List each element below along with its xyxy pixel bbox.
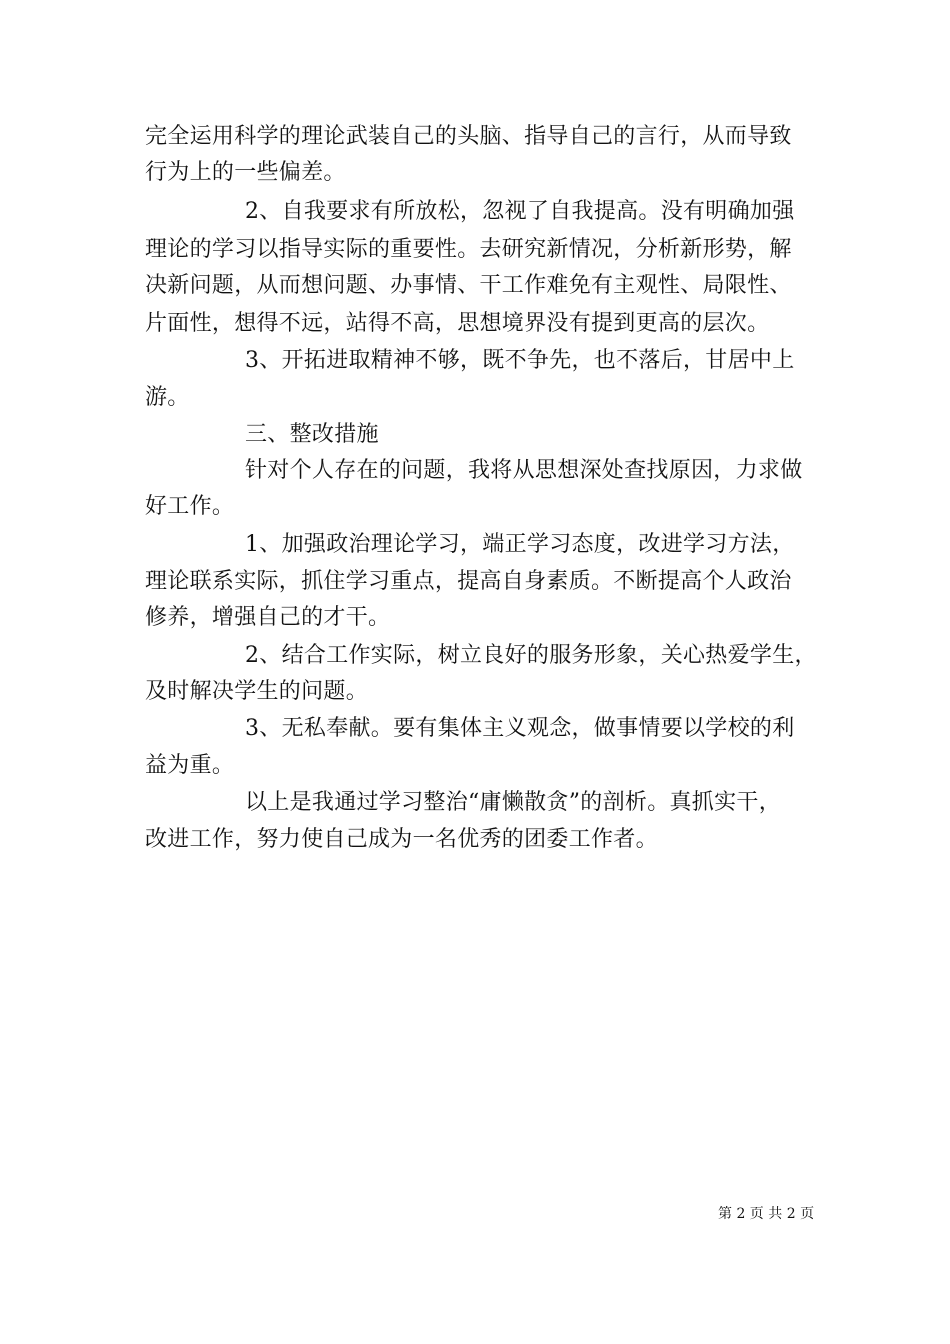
- text-line: 3、无私奉献。要有集体主义观念，做事情要以学校的利: [245, 716, 795, 741]
- text-line: 2、结合工作实际，树立良好的服务形象，关心热爱学生，: [245, 643, 817, 668]
- section-heading: 三、整改措施: [245, 422, 379, 447]
- text-line: 片面性，想得不远，站得不高，思想境界没有提到更高的层次。: [145, 311, 770, 336]
- text-line: 改进工作，努力使自己成为一名优秀的团委工作者。: [145, 827, 658, 852]
- text-line: 1、加强政治理论学习，端正学习态度，改进学习方法，: [245, 532, 795, 557]
- text-line: 3、开拓进取精神不够，既不争先，也不落后，甘居中上: [245, 348, 795, 373]
- text-line: 好工作。: [145, 494, 235, 519]
- text-line: 及时解决学生的问题。: [145, 679, 369, 704]
- text-line: 理论联系实际，抓住学习重点，提高自身素质。不断提高个人政治: [145, 569, 792, 594]
- text-line: 2、自我要求有所放松，忽视了自我提高。没有明确加强: [245, 199, 795, 224]
- text-line: 完全运用科学的理论武装自己的头脑、指导自己的言行，从而导致: [145, 124, 792, 149]
- page-number: 第 2 页 共 2 页: [718, 1206, 815, 1222]
- text-line: 行为上的一些偏差。: [145, 160, 346, 185]
- text-line: 游。: [145, 385, 190, 410]
- text-line: 修养，增强自己的才干。: [145, 605, 391, 630]
- text-line: 针对个人存在的问题，我将从思想深处查找原因，力求做: [245, 458, 803, 483]
- text-line: 益为重。: [145, 753, 235, 778]
- text-line: 以上是我通过学习整治“庸懒散贪”的剖析。真抓实干，: [245, 790, 781, 815]
- text-line: 理论的学习以指导实际的重要性。去研究新情况，分析新形势，解: [145, 237, 792, 262]
- text-line: 决新问题，从而想问题、办事情、干工作难免有主观性、局限性、: [145, 273, 792, 298]
